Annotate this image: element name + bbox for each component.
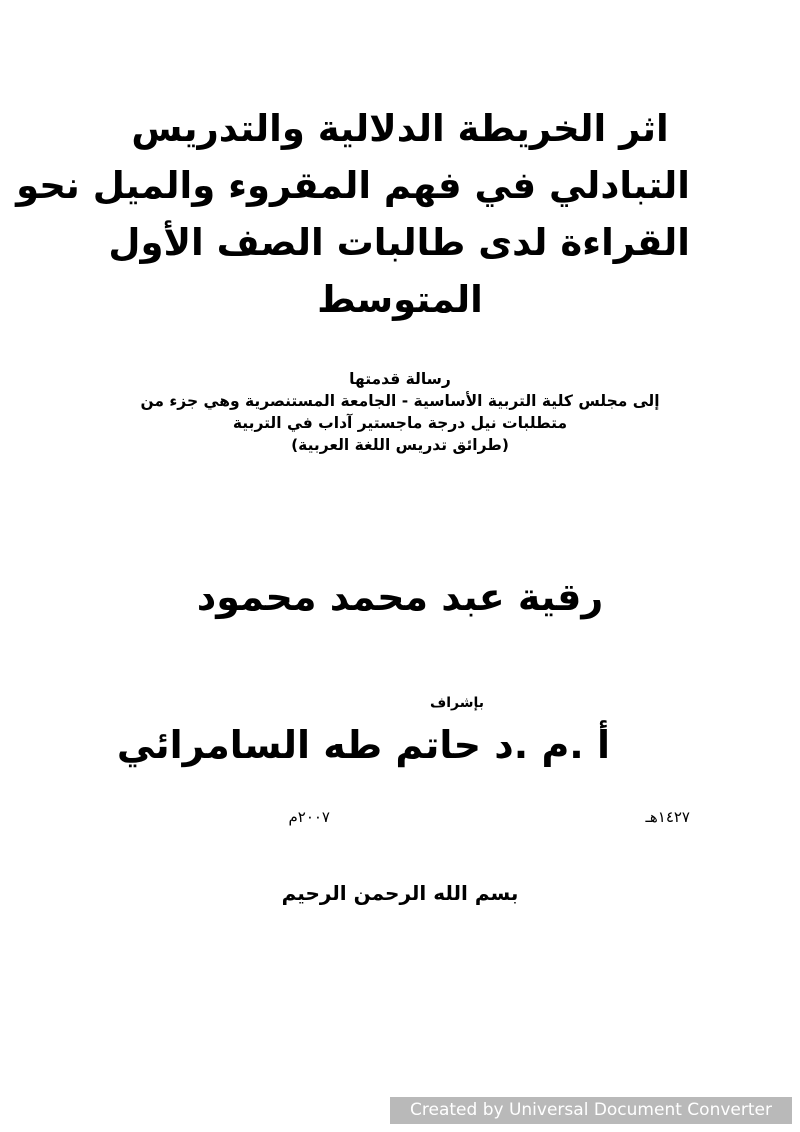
submission-line: إلى مجلس كلية التربية الأساسية - الجامعة المستنصرية وهي جزء من <box>140 392 660 410</box>
submission-statement <box>100 368 700 456</box>
date-gregorian: ٢٠٠٧م <box>288 808 330 826</box>
title-line: التبادلي في فهم المقروء والميل نحو <box>16 164 690 207</box>
submission-line: (طرائق تدريس اللغة العربية) <box>291 436 509 454</box>
converter-watermark: Created by Universal Document Converter <box>390 1097 792 1124</box>
title-line: القراءة لدى طالبات الصف الأول <box>108 221 690 264</box>
date-hijri: ١٤٢٧هـ <box>645 808 690 826</box>
submission-line: متطلبات نيل درجة ماجستير آداب في التربية <box>232 414 568 432</box>
title-line: المتوسط <box>317 278 483 321</box>
author-name: رقية عبد محمد محمود <box>196 575 604 619</box>
submission-line: رسالة قدمتها <box>349 370 451 388</box>
title-line: اثر الخريطة الدلالية والتدريس <box>131 107 669 150</box>
basmala: بسم الله الرحمن الرحيم <box>281 881 519 905</box>
thesis-title <box>16 100 690 328</box>
supervisor-name: أ .م .د حاتم طه السامرائي <box>116 723 610 767</box>
supervision-label: بإشراف <box>429 695 484 711</box>
